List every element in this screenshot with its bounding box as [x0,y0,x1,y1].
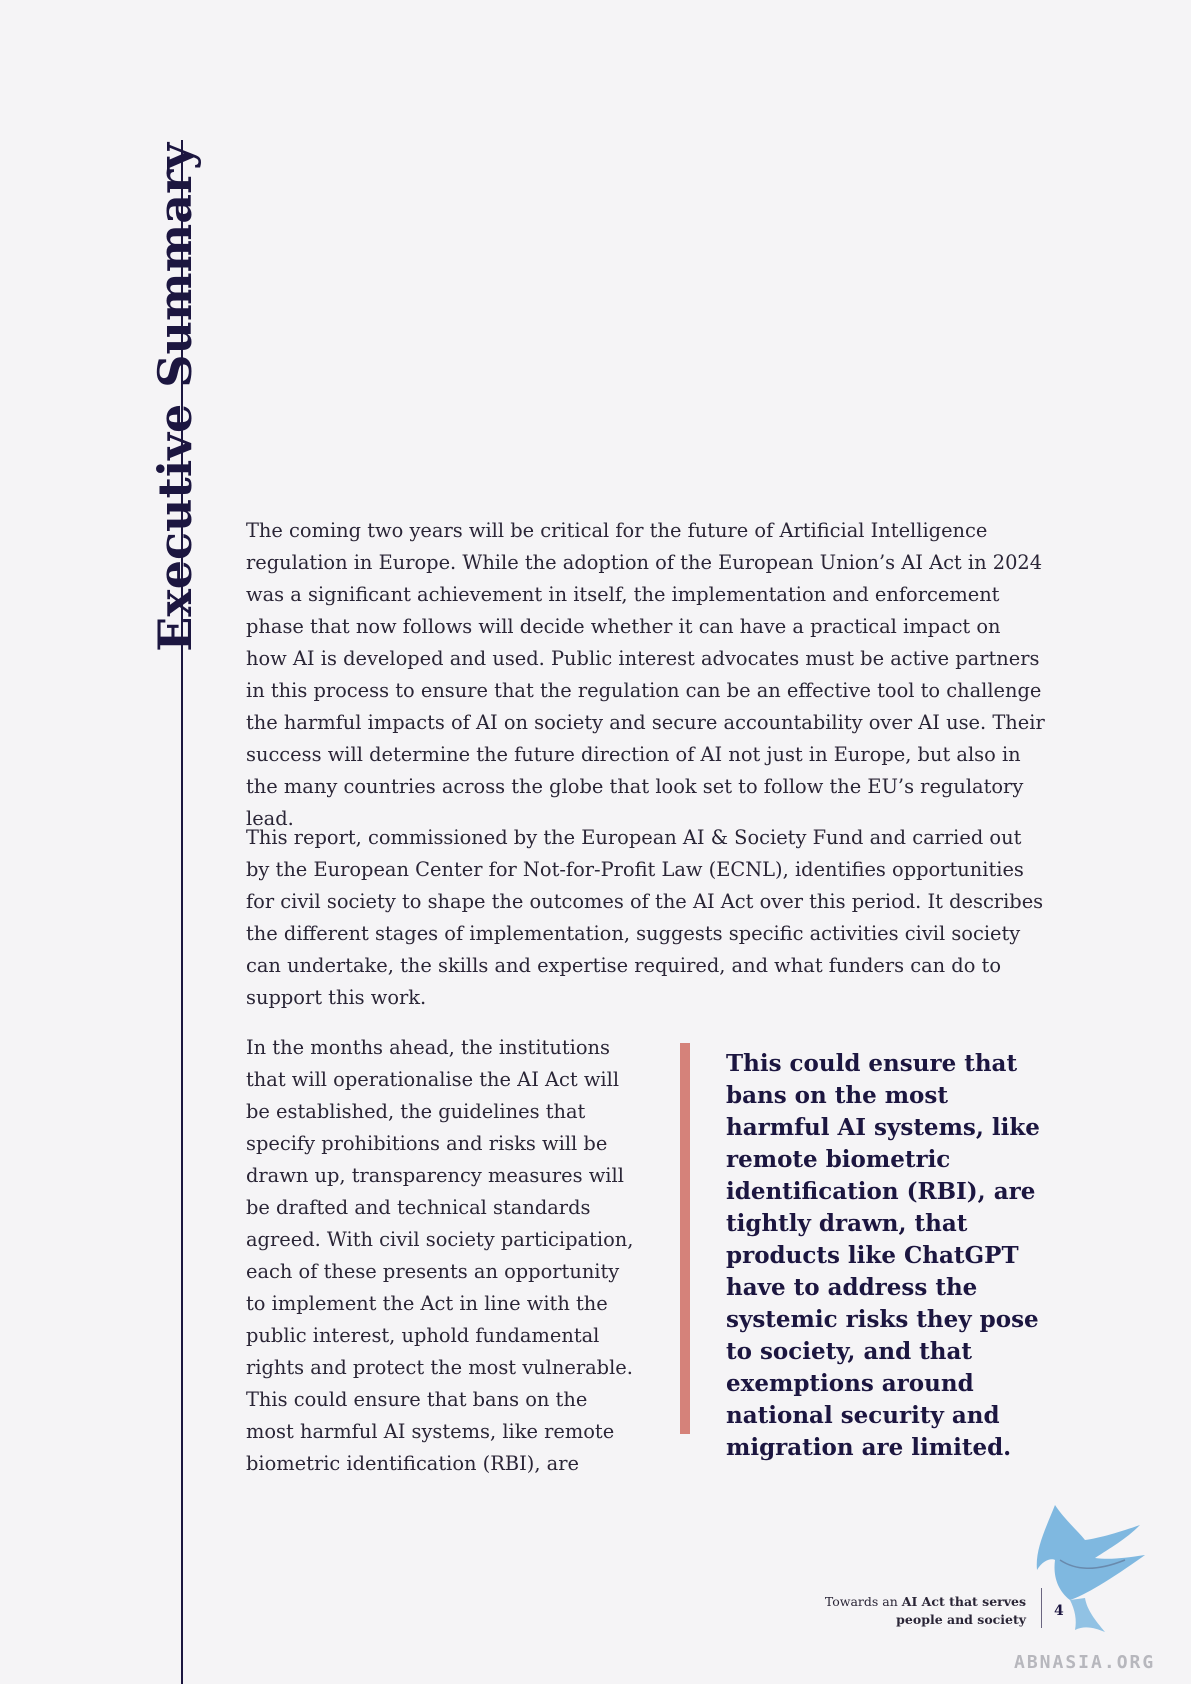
page-number: 4 [1054,1603,1064,1619]
body-paragraph-2: This report, commissioned by the European AI & Society Fund and carried out by the European Center for Not-for-Profit Law (ECNL), identifies opportunities for civil society to shape the outcomes of the AI Act over this period. It describes the different stages of implementation, suggests specific activities civil society can undertake, the skills and expertise required, and what funders can do to support this work. [246,826,1044,1009]
watermark: ABNASIA.ORG [1014,1652,1156,1673]
pull-quote-accent-bar [680,1043,690,1434]
bird-logo-icon [1015,1500,1165,1640]
footer-separator [1041,1588,1042,1628]
pull-quote: This could ensure that bans on the most harmful AI systems, like remote biometric identification (RBI), are tightly drawn, that products like ChatGPT have to address the systemic risks they pose to society, and that exemptions around national security and migration are limited. [726,1050,1040,1461]
footer-report-title: Towards an AI Act that serves people and society [824,1594,1026,1627]
section-title: Executive Summary [148,143,202,652]
body-paragraph-1: The coming two years will be critical for the future of Artificial Intelligence regulation in Europe. While the adoption of the European Union’s AI Act in 2024 was a significant achievement in itself, the implementation and enforcement phase that now follows will decide whether it can have a practical impact on how AI is developed and used. Public interest advocates must be active partners in this process to ensure that the regulation can be an effective tool to challenge the harmful impacts of AI on society and secure accountability over AI use. Their success will determine the future direction of AI not just in Europe, but also in the many countries across the globe that look set to follow the EU’s regulatory lead. [246,519,1045,830]
body-paragraph-3: In the months ahead, the institutions that will operationalise the AI Act will be established, the guidelines that specify prohibitions and risks will be drawn up, transparency measures will be drafted and technical standards agreed. With civil society participation, each of these presents an opportunity to implement the Act in line with the public interest, uphold fundamental rights and protect the most vulnerable. This could ensure that bans on the most harmful AI systems, like remote biometric identification (RBI), are [246,1036,634,1475]
